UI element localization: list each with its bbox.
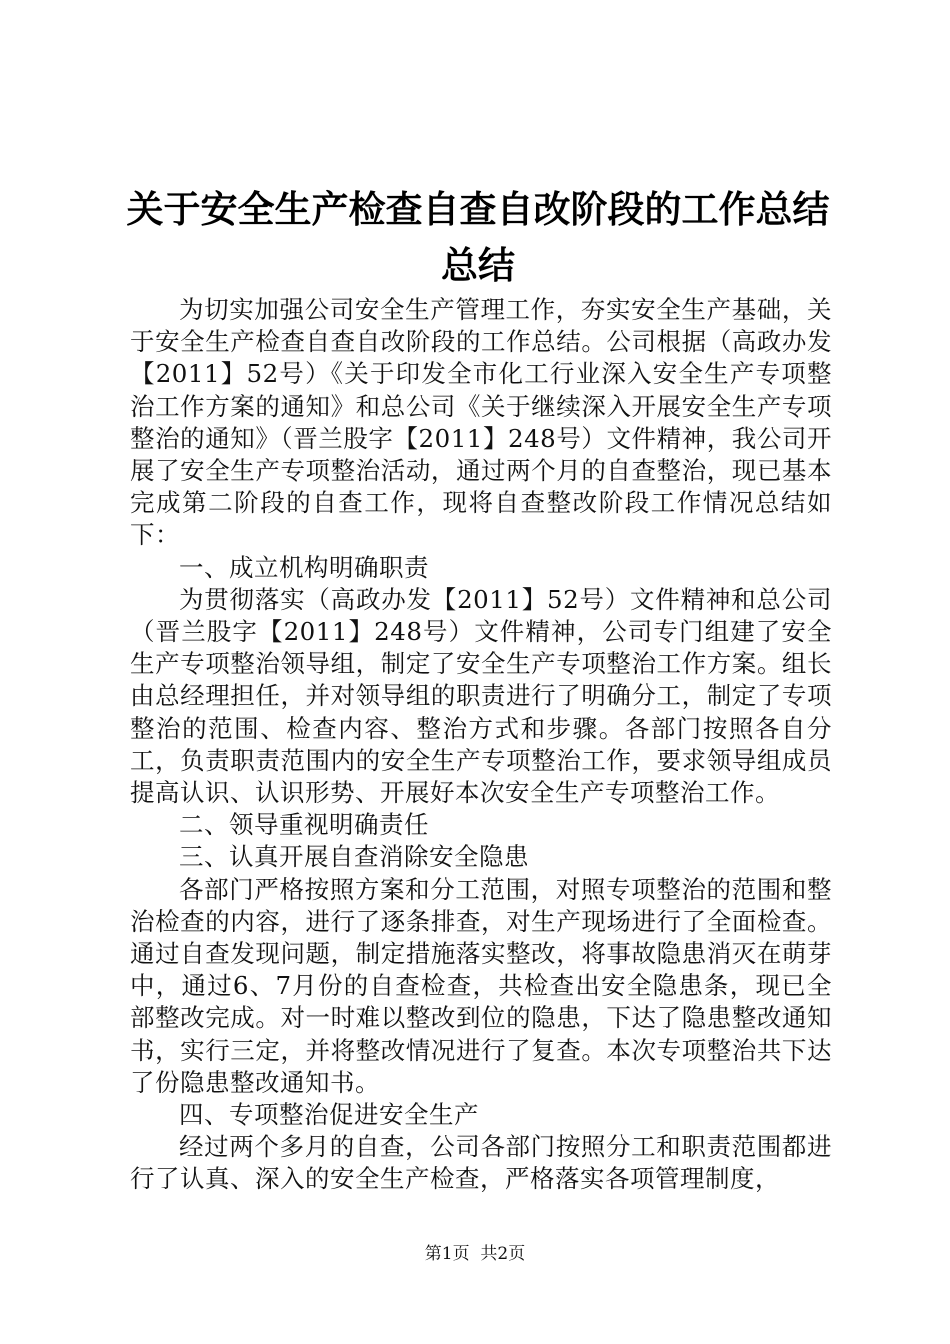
section-heading: 三、认真开展自查消除安全隐患 — [179, 842, 529, 872]
page-footer — [0, 1244, 950, 1264]
section-heading: 二、领导重视明确责任 — [179, 810, 429, 840]
body-paragraph: 经过两个多月的自查，公司各部门按照分工和职责范围都进行了认真、深入的安全生产检查，严格落实各项管理制度， — [130, 1132, 832, 1194]
page-number: 第1页 — [424, 1244, 470, 1264]
section-heading: 四、专项整治促进安全生产 — [179, 1100, 479, 1130]
body-paragraph: 为贯彻落实（高政办发【2011】52号）文件精神和总公司（晋兰股字【2011】248号）文件精神，公司专门组建了安全生产专项整治领导组，制定了安全生产专项整治工作方案。组长由总经理担任，并对领导组的职责进行了明确分工，制定了专项整治的范围、检查内容、整治方式和步骤。各部门按照各自分工，负责职责范围内的安全生产专项整治工作，要求领导组成员提高认识、认识形势、开展好本次安全生产专项整治工作。 — [130, 584, 832, 808]
page-total: 共2页 — [480, 1244, 526, 1264]
section-heading: 一、成立机构明确职责 — [179, 552, 429, 582]
document-title: 关于安全生产检查自查自改阶段的工作总结总结 — [126, 188, 830, 287]
body-paragraph: 为切实加强公司安全生产管理工作，夯实安全生产基础，关于安全生产检查自查自改阶段的工作总结。公司根据（高政办发【2011】52号）《关于印发全市化工行业深入安全生产专项整治工作方案的通知》和总公司《关于继续深入开展安全生产专项整治的通知》（晋兰股字【2011】248号）文件精神，我公司开展了安全生产专项整治活动，通过两个月的自查整治，现已基本完成第二阶段的自查工作，现将自查整改阶段工作情况总结如下： — [130, 295, 832, 550]
footer-spacer — [470, 1244, 481, 1264]
document-body — [130, 294, 832, 1196]
body-paragraph: 各部门严格按照方案和分工范围，对照专项整治的范围和整治检查的内容，进行了逐条排查，对生产现场进行了全面检查。通过自查发现问题，制定措施落实整改，将事故隐患消灭在萌芽中，通过6、7月份的自查检查，共检查出安全隐患条，现已全部整改完成。对一时难以整改到位的隐患，下达了隐患整改通知书，实行三定，并将整改情况进行了复查。本次专项整治共下达了份隐患整改通知书。 — [130, 874, 832, 1097]
